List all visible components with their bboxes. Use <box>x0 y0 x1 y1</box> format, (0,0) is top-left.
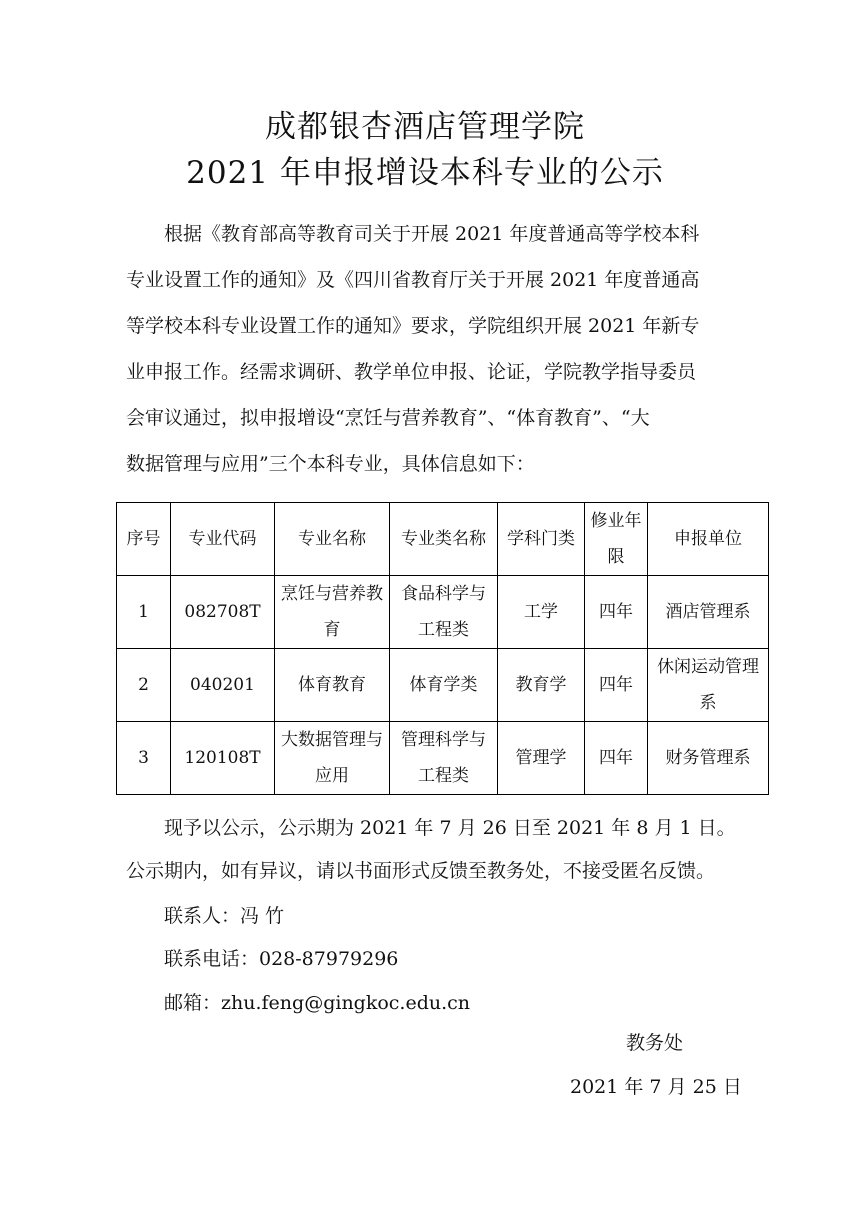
intro-line: 业申报工作。经需求调研、教学单位申报、论证，学院教学指导委员 <box>126 361 697 383</box>
header-cell: 申报单位 <box>648 503 769 576</box>
table-cell: 四年 <box>585 649 648 722</box>
table-cell: 四年 <box>585 722 648 795</box>
table-cell: 财务管理系 <box>648 722 769 795</box>
header-cell: 学科门类 <box>498 503 585 576</box>
table-cell: 管理学 <box>498 722 585 795</box>
table-cell: 1 <box>117 576 171 649</box>
issue-date: 2021 年 7 月 25 日 <box>570 1076 742 1098</box>
intro-line: 数据管理与应用”三个本科专业，具体信息如下： <box>126 453 535 475</box>
intro-line: 等学校本科专业设置工作的通知》要求，学院组织开展 2021 年新专 <box>126 315 700 337</box>
intro-line: 专业设置工作的通知》及《四川省教育厅关于开展 2021 年度普通高 <box>126 269 700 291</box>
table-cell: 烹饪与营养教育 <box>275 576 390 649</box>
table-cell: 040201 <box>171 649 275 722</box>
header-cell: 修业年限 <box>585 503 648 576</box>
contact-phone: 联系电话：028-87979296 <box>164 948 399 970</box>
table-cell: 120108T <box>171 722 275 795</box>
table-cell: 休闲运动管理系 <box>648 649 769 722</box>
notice-feedback: 公示期内，如有异议，请以书面形式反馈至教务处，不接受匿名反馈。 <box>126 860 716 882</box>
table-cell: 2 <box>117 649 171 722</box>
table-cell: 3 <box>117 722 171 795</box>
intro-line: 会审议通过，拟申报增设“烹饪与营养教育”、“体育教育”、“大 <box>126 407 650 429</box>
header-cell: 专业类名称 <box>390 503 498 576</box>
table-cell: 大数据管理与应用 <box>275 722 390 795</box>
contact-email: 邮箱：zhu.feng@gingkoc.edu.cn <box>164 992 471 1014</box>
document-title: 成都银杏酒店管理学院 <box>265 109 585 145</box>
header-cell: 序号 <box>117 503 171 576</box>
table-cell: 体育教育 <box>275 649 390 722</box>
table-cell: 食品科学与工程类 <box>390 576 498 649</box>
table-row <box>117 576 769 649</box>
table-cell: 工学 <box>498 576 585 649</box>
table-row <box>117 722 769 795</box>
contact-person: 联系人：冯 竹 <box>164 905 285 927</box>
table-header-row <box>117 503 769 576</box>
notice-period: 现予以公示，公示期为 2021 年 7 月 26 日至 2021 年 8 月 1 日。 <box>164 817 736 839</box>
table-cell: 四年 <box>585 576 648 649</box>
document-subtitle: 2021 年申报增设本科专业的公示 <box>186 155 664 191</box>
majors-table <box>116 502 769 795</box>
issuing-office: 教务处 <box>626 1032 684 1054</box>
header-cell: 专业代码 <box>171 503 275 576</box>
header-cell: 专业名称 <box>275 503 390 576</box>
table-cell: 082708T <box>171 576 275 649</box>
intro-paragraph <box>126 211 746 487</box>
intro-line: 根据《教育部高等教育司关于开展 2021 年度普通高等学校本科 <box>164 223 700 245</box>
table-cell: 酒店管理系 <box>648 576 769 649</box>
table-cell: 管理科学与工程类 <box>390 722 498 795</box>
table-row <box>117 649 769 722</box>
table-cell: 教育学 <box>498 649 585 722</box>
table-cell: 体育学类 <box>390 649 498 722</box>
